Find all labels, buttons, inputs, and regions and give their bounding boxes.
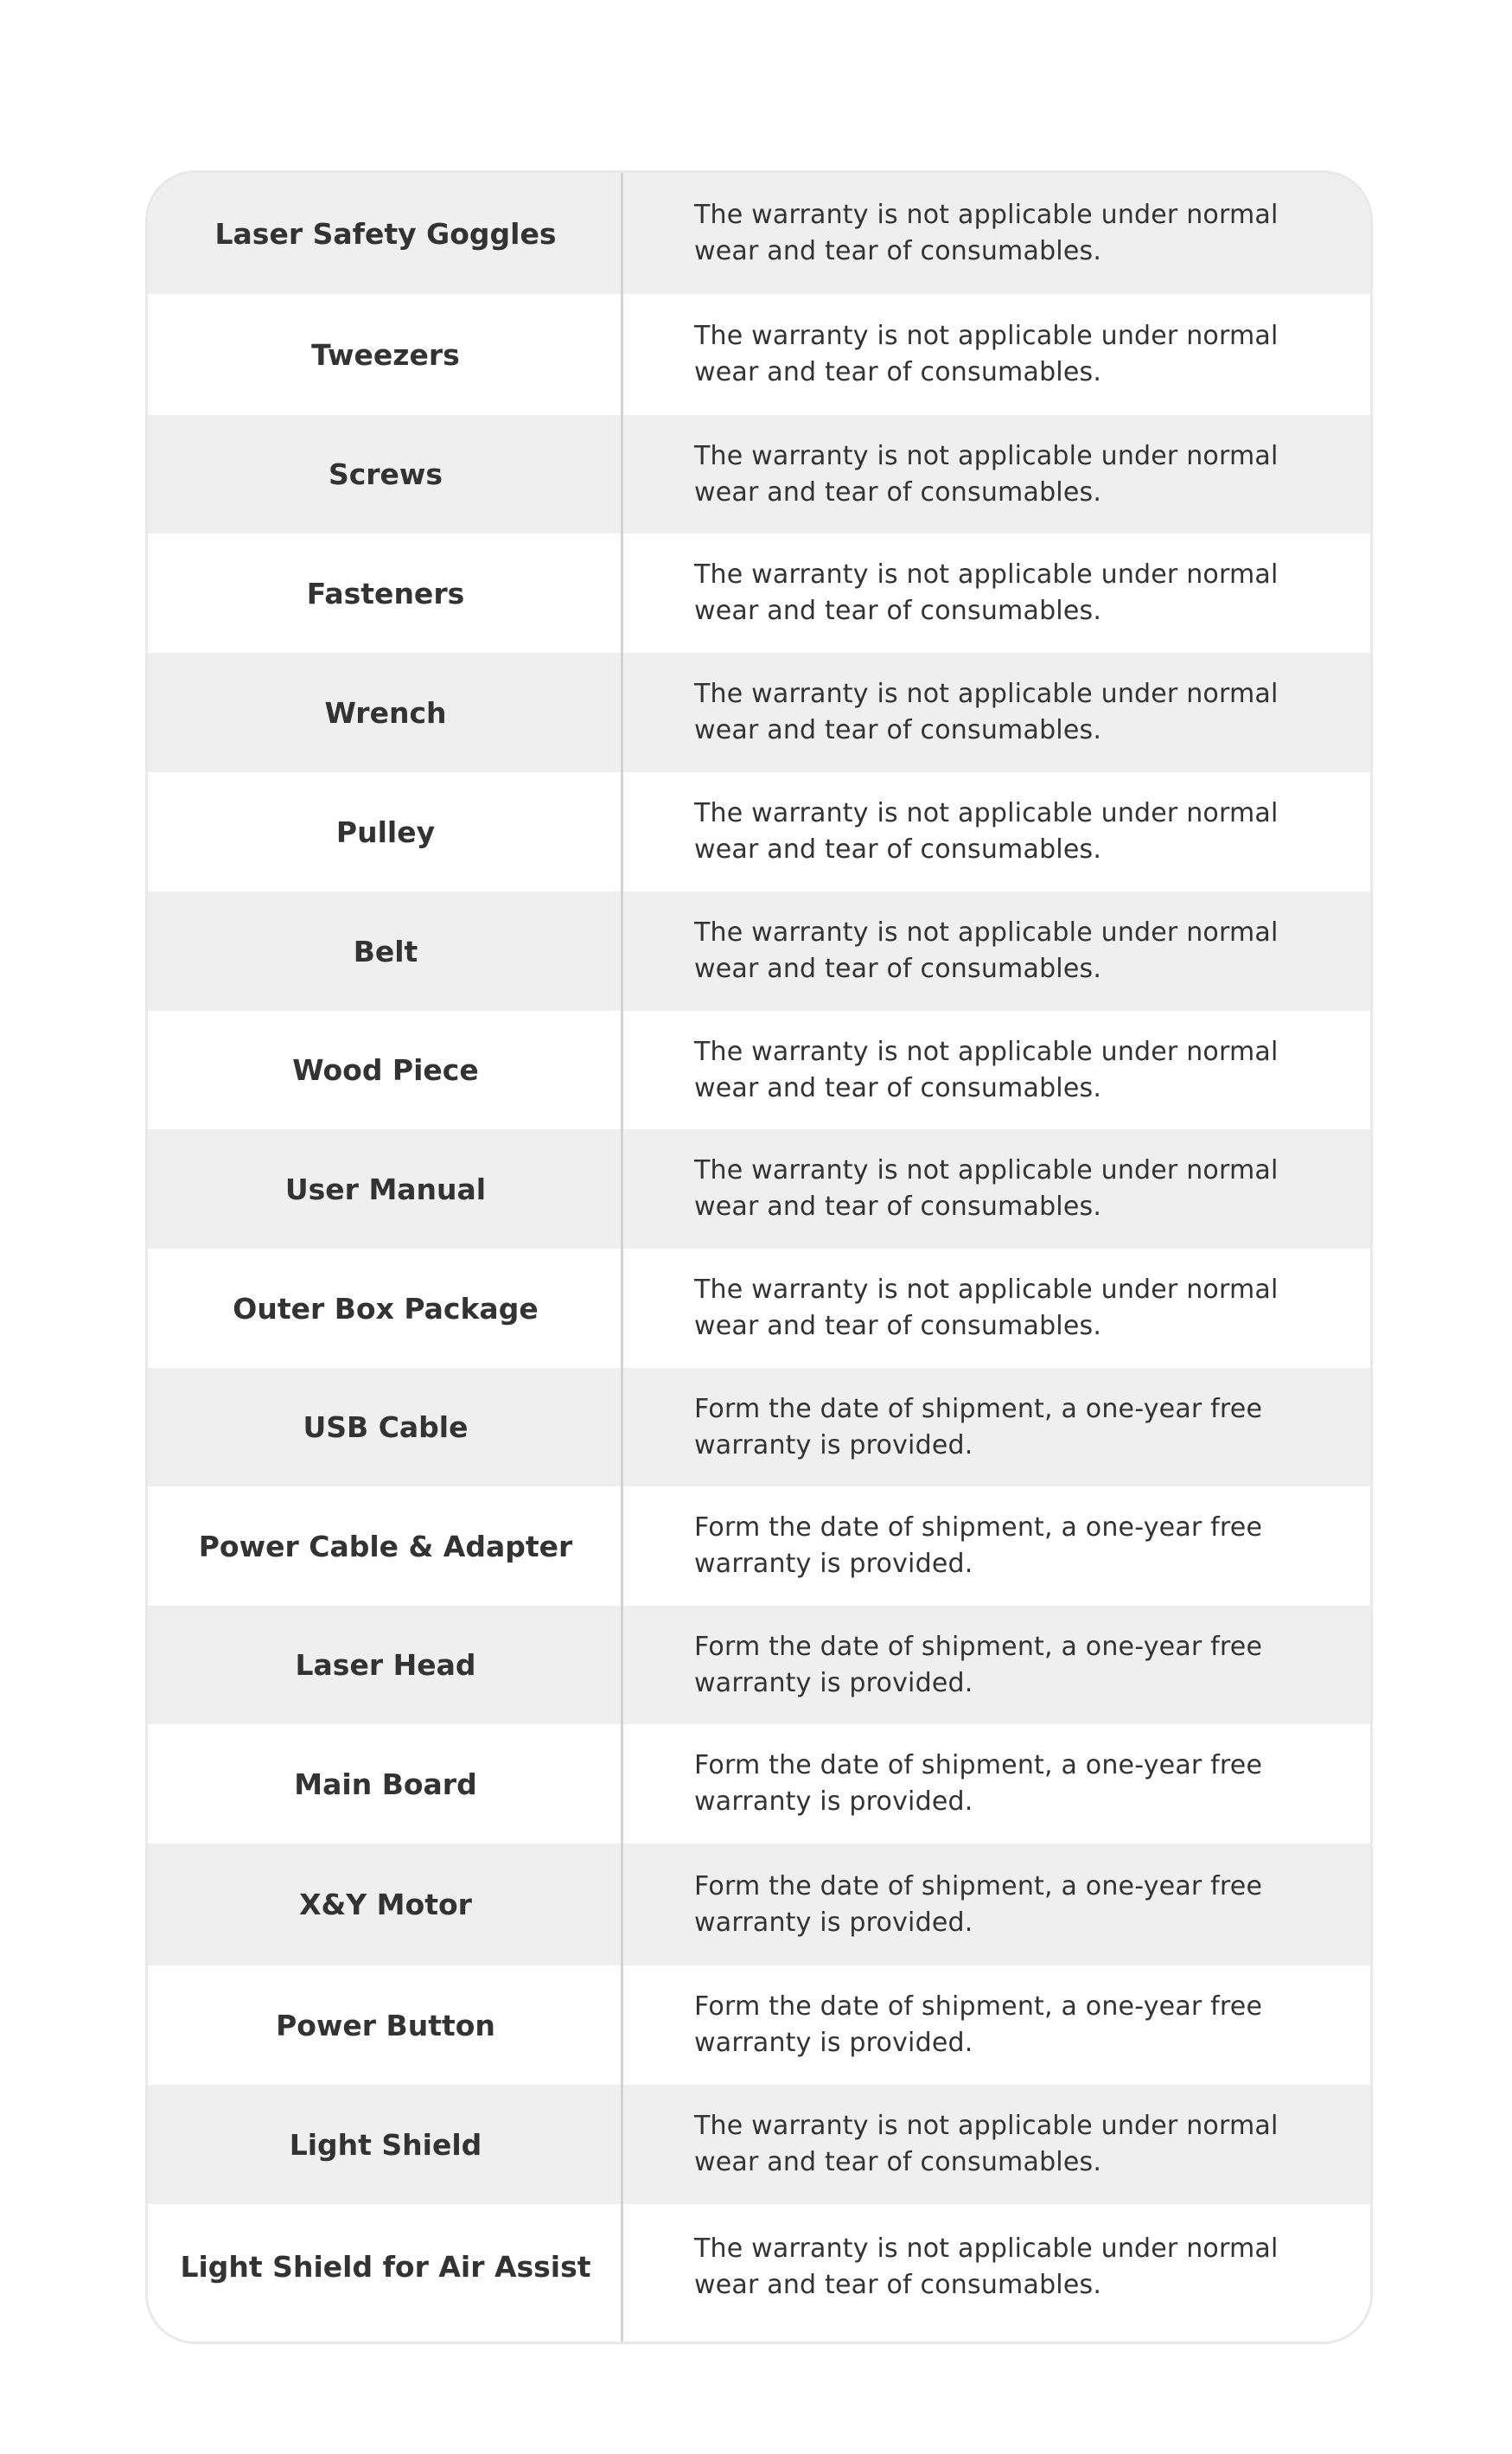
- item-name: Outer Box Package: [233, 1291, 539, 1326]
- warranty-text: The warranty is not applicable under normal wear and tear of consumables.: [694, 1275, 1279, 1341]
- warranty-text: The warranty is not applicable under normal wear and tear of consumables.: [694, 2233, 1279, 2300]
- table-row: [148, 1486, 1370, 1606]
- warranty-text: Form the date of shipment, a one-year free warranty is provided.: [694, 1631, 1263, 1698]
- table-row: [148, 1011, 1370, 1129]
- warranty-text: Form the date of shipment, a one-year free warranty is provided.: [694, 1991, 1263, 2058]
- table-row: [148, 1844, 1370, 1965]
- item-name: Power Cable & Adapter: [198, 1529, 573, 1563]
- item-name: Screws: [328, 457, 443, 491]
- warranty-text: Form the date of shipment, a one-year free warranty is provided.: [694, 1512, 1263, 1579]
- item-name: Wrench: [324, 695, 447, 730]
- table-row: [148, 534, 1370, 653]
- item-name: Tweezers: [311, 337, 460, 372]
- table-row: [148, 415, 1370, 534]
- table-row: [148, 1368, 1370, 1486]
- warranty-text: Form the date of shipment, a one-year free warranty is provided.: [694, 1750, 1263, 1817]
- warranty-table: [145, 170, 1373, 2344]
- table-row: [148, 1249, 1370, 1368]
- item-name: Pulley: [335, 815, 436, 849]
- column-divider: [621, 173, 623, 2342]
- item-name: Belt: [353, 934, 418, 968]
- table-row: [148, 294, 1370, 415]
- warranty-text: The warranty is not applicable under normal wear and tear of consumables.: [694, 1155, 1279, 1222]
- table-row: [148, 1965, 1370, 2085]
- table-row: [148, 1129, 1370, 1249]
- item-name: Wood Piece: [292, 1053, 479, 1087]
- item-name: Light Shield: [289, 2127, 482, 2162]
- item-name: Laser Safety Goggles: [214, 216, 557, 251]
- table-row: [148, 1606, 1370, 1724]
- table-row: [148, 2204, 1370, 2329]
- warranty-text: The warranty is not applicable under normal wear and tear of consumables.: [694, 321, 1279, 387]
- table-row: [148, 772, 1370, 891]
- warranty-text: Form the date of shipment, a one-year free warranty is provided.: [694, 1870, 1263, 1938]
- item-name: Power Button: [276, 2008, 495, 2042]
- item-name: Laser Head: [295, 1648, 476, 1682]
- table-row: [148, 2085, 1370, 2204]
- warranty-text: The warranty is not applicable under normal wear and tear of consumables.: [694, 440, 1279, 508]
- warranty-text: The warranty is not applicable under normal wear and tear of consumables.: [694, 679, 1279, 745]
- item-name: Fasteners: [306, 576, 465, 610]
- table-row: [148, 653, 1370, 772]
- warranty-text: The warranty is not applicable under normal wear and tear of consumables.: [694, 200, 1279, 266]
- item-name: Main Board: [294, 1767, 477, 1801]
- item-name: User Manual: [284, 1172, 487, 1206]
- table-row: [148, 1724, 1370, 1844]
- item-name: USB Cable: [303, 1410, 469, 1444]
- table-row: [148, 891, 1370, 1011]
- warranty-text: The warranty is not applicable under normal wear and tear of consumables.: [694, 2111, 1279, 2177]
- warranty-text: Form the date of shipment, a one-year free warranty is provided.: [694, 1393, 1263, 1460]
- warranty-text: The warranty is not applicable under normal wear and tear of consumables.: [694, 1036, 1279, 1103]
- warranty-text: The warranty is not applicable under normal wear and tear of consumables.: [694, 559, 1279, 626]
- item-name: X&Y Motor: [299, 1888, 472, 1921]
- warranty-text: The warranty is not applicable under normal wear and tear of consumables.: [694, 798, 1279, 865]
- warranty-text: The warranty is not applicable under normal wear and tear of consumables.: [694, 917, 1279, 984]
- item-name: Light Shield for Air Assist: [180, 2250, 591, 2284]
- table-row: [148, 173, 1370, 294]
